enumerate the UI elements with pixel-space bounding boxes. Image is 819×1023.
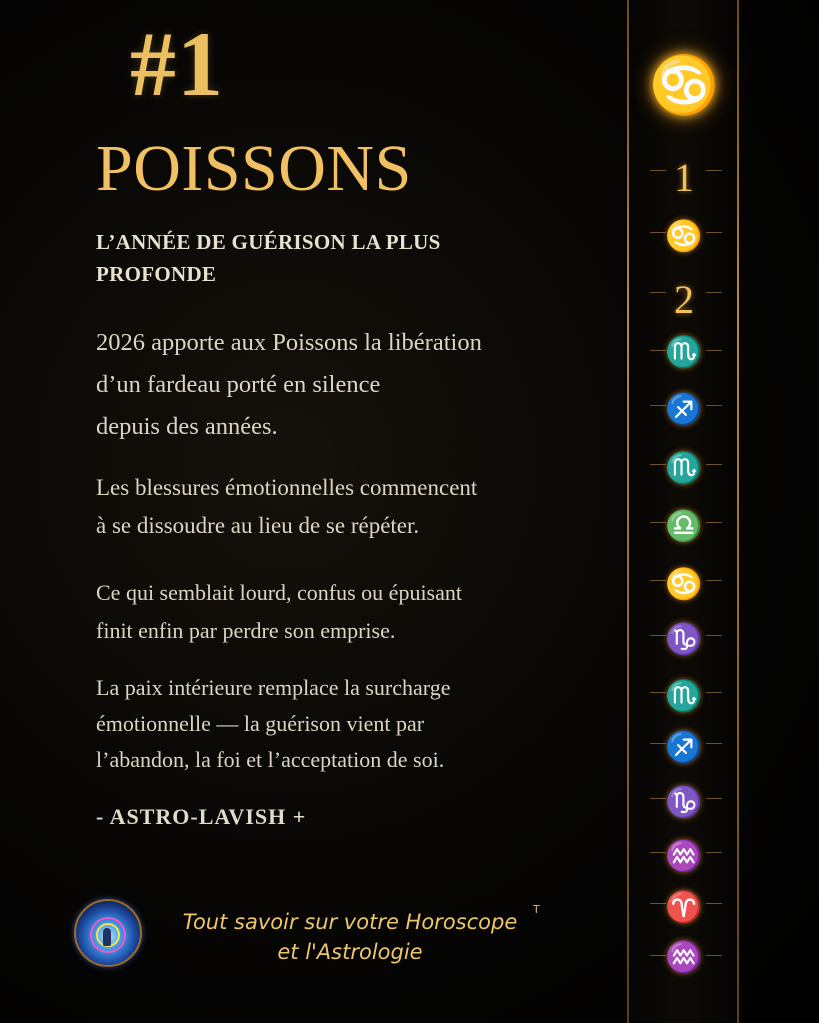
aquarius-sign-icon: ♒ (665, 839, 703, 874)
scorpio-sign-icon: ♏ (665, 451, 703, 486)
footer-caption[interactable] (150, 907, 550, 967)
rank-number: #1 (130, 13, 224, 115)
aries-sign-icon: ♈ (665, 890, 703, 925)
scorpio-sign-icon: ♏ (665, 679, 703, 714)
capricorn-sign-icon: ♑ (665, 622, 703, 657)
number-two: 2 (674, 277, 694, 322)
aquarius-sign-icon: ♒ (665, 940, 703, 975)
number-one: 1 (674, 155, 694, 200)
zodiac-sign-title: POISSONS (96, 132, 412, 205)
subtitle: L’ANNÉE DE GUÉRISON LA PLUS PROFONDE (96, 230, 441, 286)
capricorn-sign-icon: ♑ (665, 785, 703, 820)
paragraph-4: La paix intérieure remplace la surcharge émotionnelle — la guérison vient par l’abandon, la foi et l’acceptation de soi. (96, 675, 451, 772)
footer-line-1: Tout savoir sur votre Horoscope (182, 910, 518, 934)
cancer-sign-icon: ♋ (665, 219, 703, 254)
paragraph-2: Les blessures émotionnelles commencent à se dissoudre au lieu de se répéter. (96, 475, 478, 538)
paragraph-3: Ce qui semblait lourd, confus ou épuisant finit enfin par perdre son emprise. (96, 580, 462, 643)
footer-mark: T (533, 903, 540, 916)
libra-sign-icon: ♎ (665, 509, 703, 544)
meditating-figure-icon (103, 928, 111, 946)
paragraph-1: 2026 apporte aux Poissons la libération d’un fardeau porté en silence depuis des années. (96, 329, 482, 440)
cancer-sign-icon: ♋ (649, 53, 719, 118)
astrology-logo-icon[interactable] (74, 899, 142, 967)
cancer-sign-icon: ♋ (665, 567, 703, 602)
sagittarius-sign-icon: ♐ (665, 730, 703, 765)
sagittarius-sign-icon: ♐ (665, 392, 703, 427)
footer-line-2: et l'Astrologie (277, 940, 423, 964)
scorpio-sign-icon: ♏ (665, 335, 703, 370)
signature: - ASTRO-LAVISH + (96, 804, 307, 829)
